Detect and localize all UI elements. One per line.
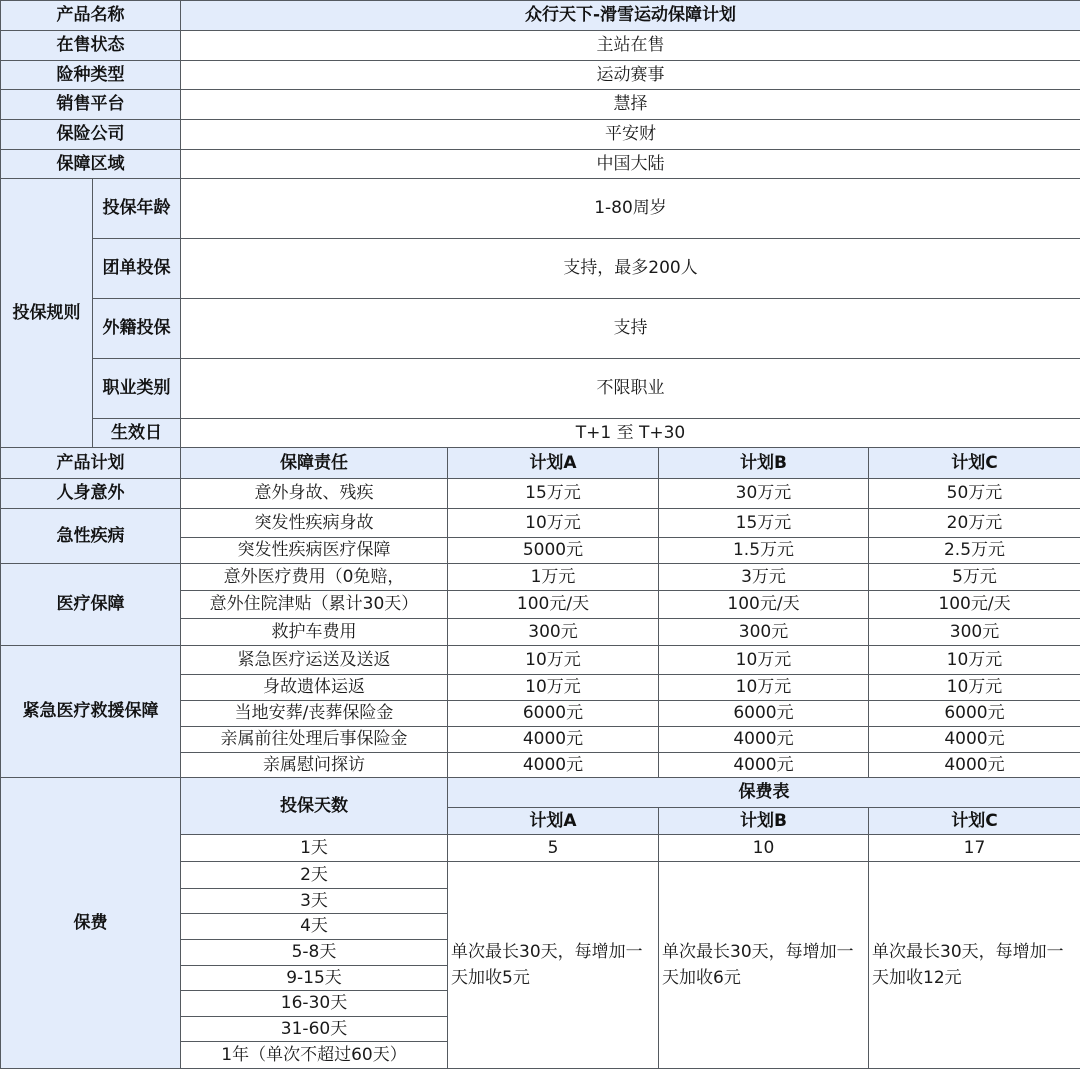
header-premium-table: 保费表 <box>448 778 1080 808</box>
row-rule-group <box>1 239 1080 299</box>
table-row <box>1 479 1080 509</box>
plan-a-value: 5000元 <box>448 538 659 564</box>
days-value: 1年（单次不超过60天） <box>181 1042 448 1069</box>
plan-a-value: 1万元 <box>448 564 659 591</box>
row-platform <box>1 90 1080 120</box>
days-value: 5-8天 <box>181 940 448 966</box>
premium-header-plan-c: 计划C <box>869 808 1080 835</box>
plan-c-value: 5万元 <box>869 564 1080 591</box>
header-coverage: 保障责任 <box>181 448 448 479</box>
days-value: 9-15天 <box>181 966 448 991</box>
plan-a-value: 100元/天 <box>448 591 659 619</box>
plan-b-value: 10万元 <box>659 675 869 701</box>
plan-b-value: 4000元 <box>659 753 869 778</box>
table-row <box>1 564 1080 591</box>
coverage-item: 救护车费用 <box>181 619 448 646</box>
plan-c-value: 6000元 <box>869 701 1080 727</box>
rule-foreign-value: 支持 <box>181 299 1080 359</box>
plan-a-value: 15万元 <box>448 479 659 509</box>
coverage-item: 亲属前往处理后事保险金 <box>181 727 448 753</box>
coverage-item: 突发性疾病身故 <box>181 509 448 538</box>
group-medical: 医疗保障 <box>1 564 181 646</box>
label-rule-effective: 生效日 <box>93 419 181 448</box>
plan-b-value: 1.5万元 <box>659 538 869 564</box>
days-value: 2天 <box>181 862 448 889</box>
label-insurer: 保险公司 <box>1 120 181 150</box>
label-sale-status: 在售状态 <box>1 31 181 61</box>
premium-group-label: 保费 <box>1 778 181 1069</box>
group-accident: 人身意外 <box>1 479 181 509</box>
days-value: 16-30天 <box>181 991 448 1017</box>
label-rule-group: 团单投保 <box>93 239 181 299</box>
row-plan-header <box>1 448 1080 479</box>
plan-c-value: 4000元 <box>869 753 1080 778</box>
row-insurance-type <box>1 61 1080 90</box>
coverage-item: 突发性疾病医疗保障 <box>181 538 448 564</box>
coverage-item: 身故遗体运返 <box>181 675 448 701</box>
row-rule-foreign <box>1 299 1080 359</box>
plan-c-value: 300元 <box>869 619 1080 646</box>
rule-age-value: 1-80周岁 <box>181 179 1080 239</box>
coverage-item: 意外医疗费用（0免赔， <box>181 564 448 591</box>
row-insurer <box>1 120 1080 150</box>
plan-c-value: 100元/天 <box>869 591 1080 619</box>
sale-status-value: 主站在售 <box>181 31 1080 61</box>
row-premium-header <box>1 778 1080 808</box>
plan-c-value: 10万元 <box>869 646 1080 675</box>
premium-b-note: 单次最长30天，每增加一天加收6元 <box>659 862 869 1069</box>
plan-a-value: 4000元 <box>448 727 659 753</box>
table-row <box>1 646 1080 675</box>
table-row <box>1 509 1080 538</box>
rule-occupation-value: 不限职业 <box>181 359 1080 419</box>
plan-b-value: 10万元 <box>659 646 869 675</box>
label-rule-age: 投保年龄 <box>93 179 181 239</box>
row-rule-age <box>1 179 1080 239</box>
premium-header-plan-a: 计划A <box>448 808 659 835</box>
header-days: 投保天数 <box>181 778 448 835</box>
plan-c-value: 50万元 <box>869 479 1080 509</box>
plan-a-value: 300元 <box>448 619 659 646</box>
plan-b-value: 15万元 <box>659 509 869 538</box>
label-insurance-type: 险种类型 <box>1 61 181 90</box>
label-product-name: 产品名称 <box>1 1 181 31</box>
coverage-item: 紧急医疗运送及送返 <box>181 646 448 675</box>
rule-effective-value: T+1 至 T+30 <box>181 419 1080 448</box>
row-sale-status <box>1 31 1080 61</box>
days-value: 31-60天 <box>181 1017 448 1042</box>
rule-group-value: 支持，最多200人 <box>181 239 1080 299</box>
plan-a-value: 6000元 <box>448 701 659 727</box>
plan-b-value: 3万元 <box>659 564 869 591</box>
header-plan-b: 计划B <box>659 448 869 479</box>
plan-b-value: 300元 <box>659 619 869 646</box>
plan-a-value: 10万元 <box>448 646 659 675</box>
premium-header-plan-b: 计划B <box>659 808 869 835</box>
coverage-item: 意外身故、残疾 <box>181 479 448 509</box>
days-value: 3天 <box>181 889 448 914</box>
group-acute-illness: 急性疾病 <box>1 509 181 564</box>
header-plan-c: 计划C <box>869 448 1080 479</box>
product-name-value: 众行天下-滑雪运动保障计划 <box>181 1 1080 31</box>
label-rule-occupation: 职业类别 <box>93 359 181 419</box>
coverage-item: 意外住院津贴（累计30天） <box>181 591 448 619</box>
plan-c-value: 10万元 <box>869 675 1080 701</box>
premium-c-value: 17 <box>869 835 1080 862</box>
plan-b-value: 30万元 <box>659 479 869 509</box>
label-rule-foreign: 外籍投保 <box>93 299 181 359</box>
days-value: 4天 <box>181 914 448 940</box>
plan-c-value: 2.5万元 <box>869 538 1080 564</box>
row-rule-occupation <box>1 359 1080 419</box>
group-emergency-rescue: 紧急医疗救援保障 <box>1 646 181 778</box>
label-region: 保障区域 <box>1 150 181 179</box>
plan-a-value: 4000元 <box>448 753 659 778</box>
premium-b-value: 10 <box>659 835 869 862</box>
premium-a-note: 单次最长30天，每增加一天加收5元 <box>448 862 659 1069</box>
region-value: 中国大陆 <box>181 150 1080 179</box>
insurer-value: 平安财 <box>181 120 1080 150</box>
plan-a-value: 10万元 <box>448 509 659 538</box>
premium-c-note: 单次最长30天，每增加一天加收12元 <box>869 862 1080 1069</box>
days-value: 1天 <box>181 835 448 862</box>
row-region <box>1 150 1080 179</box>
label-platform: 销售平台 <box>1 90 181 120</box>
plan-b-value: 6000元 <box>659 701 869 727</box>
platform-value: 慧择 <box>181 90 1080 120</box>
plan-c-value: 4000元 <box>869 727 1080 753</box>
insurance-type-value: 运动赛事 <box>181 61 1080 90</box>
premium-a-value: 5 <box>448 835 659 862</box>
header-plan-a: 计划A <box>448 448 659 479</box>
coverage-item: 当地安葬/丧葬保险金 <box>181 701 448 727</box>
row-product-name <box>1 1 1080 31</box>
plan-a-value: 10万元 <box>448 675 659 701</box>
rules-group-label: 投保规则 <box>1 179 93 448</box>
coverage-item: 亲属慰问探访 <box>181 753 448 778</box>
header-plan: 产品计划 <box>1 448 181 479</box>
row-rule-effective <box>1 419 1080 448</box>
plan-b-value: 100元/天 <box>659 591 869 619</box>
plan-c-value: 20万元 <box>869 509 1080 538</box>
plan-b-value: 4000元 <box>659 727 869 753</box>
